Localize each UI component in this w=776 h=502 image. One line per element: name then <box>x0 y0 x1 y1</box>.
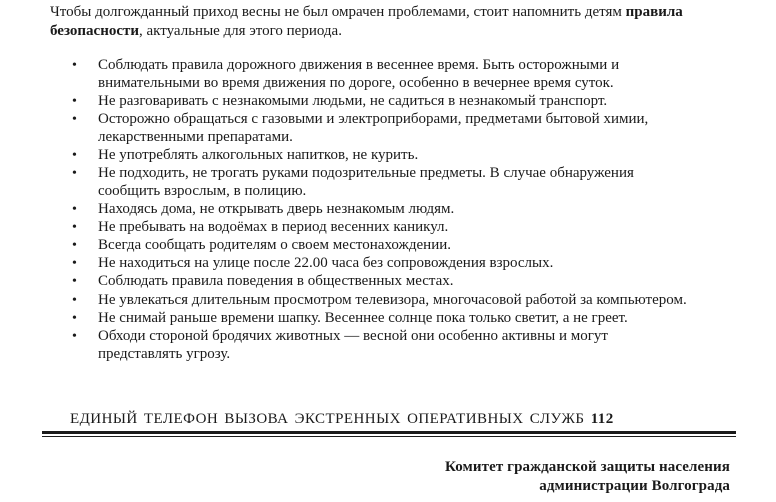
emergency-label: ЕДИНЫЙ ТЕЛЕФОН ВЫЗОВА ЭКСТРЕННЫХ ОПЕРАТИВНЫХ СЛУЖБ <box>70 411 591 427</box>
rule-text: Осторожно обращаться с газовыми и электроприборами, предметами бытовой химии, лекарственными препаратами. <box>98 110 649 145</box>
list-item <box>0 219 688 237</box>
rule-text: Соблюдать правила дорожного движения в весеннее время. Быть осторожными и внимательными во время движения по дороге, особенно в вечернее время суток. <box>98 57 620 91</box>
intro-text-before: Чтобы долгожданный приход весны не был омрачен проблемами, стоит напомнить детям <box>50 4 626 20</box>
emergency-number: 112 <box>590 411 614 427</box>
signature-block <box>445 458 730 496</box>
rule-text: Не снимай раньше времени шапку. Весеннее солнце пока только светит, а не греет. <box>98 309 628 326</box>
signature-line-1: Комитет гражданской защиты населения <box>445 459 730 475</box>
bullet-icon: • <box>72 165 77 181</box>
list-item <box>0 57 688 92</box>
bullet-icon: • <box>72 93 77 109</box>
signature-line-2: администрации Волгограда <box>539 478 730 494</box>
list-item <box>0 292 688 310</box>
bullet-icon: • <box>72 310 77 326</box>
intro-paragraph <box>50 3 750 41</box>
list-item <box>0 310 688 328</box>
rule-text: Не находиться на улице после 22.00 часа без сопровождения взрослых. <box>98 255 554 272</box>
rule-text: Не употреблять алкогольных напитков, не курить. <box>98 146 419 163</box>
bullet-icon: • <box>72 147 77 163</box>
bullet-icon: • <box>72 292 77 308</box>
list-item <box>0 93 688 111</box>
divider-thick <box>42 431 736 434</box>
bullet-icon: • <box>72 274 77 290</box>
bullet-icon: • <box>72 111 77 127</box>
intro-text-after: , актуальные для этого периода. <box>139 23 342 39</box>
list-item <box>0 147 688 165</box>
intro-bold-phrase: правила безопасности <box>50 4 683 39</box>
rule-text: Обходи стороной бродячих животных — весной они особенно активны и могут представлять угрозу. <box>98 328 608 362</box>
rule-text: Не разговаривать с незнакомыми людьми, не садиться в незнакомый транспорт. <box>98 92 608 109</box>
rule-text: Соблюдать правила поведения в общественных местах. <box>98 273 454 290</box>
bullet-icon: • <box>72 219 77 235</box>
rule-text: Не пребывать на водоёмах в период весенних каникул. <box>98 218 449 235</box>
list-item <box>0 255 688 273</box>
emergency-phone-line <box>70 411 614 428</box>
bullet-icon: • <box>72 256 77 272</box>
rule-text: Находясь дома, не открывать дверь незнакомым людям. <box>98 200 455 217</box>
rule-text: Не подходить, не трогать руками подозрительные предметы. В случае обнаружения сообщить взрослым, в полицию. <box>98 164 634 199</box>
list-item <box>0 273 688 291</box>
list-item <box>0 111 688 146</box>
list-item <box>0 237 688 255</box>
list-item <box>0 328 688 363</box>
rule-text: Всегда сообщать родителям о своем местонахождении. <box>98 237 452 254</box>
bullet-icon: • <box>72 201 77 217</box>
bullet-icon: • <box>72 329 77 345</box>
bullet-icon: • <box>72 238 77 254</box>
bullet-icon: • <box>72 58 77 73</box>
list-item <box>0 165 688 200</box>
divider-thin <box>42 436 736 437</box>
safety-rules-list <box>0 57 776 364</box>
rule-text: Не увлекаться длительным просмотром телевизора, многочасовой работой за компьютером. <box>98 291 687 308</box>
list-item <box>0 201 688 219</box>
